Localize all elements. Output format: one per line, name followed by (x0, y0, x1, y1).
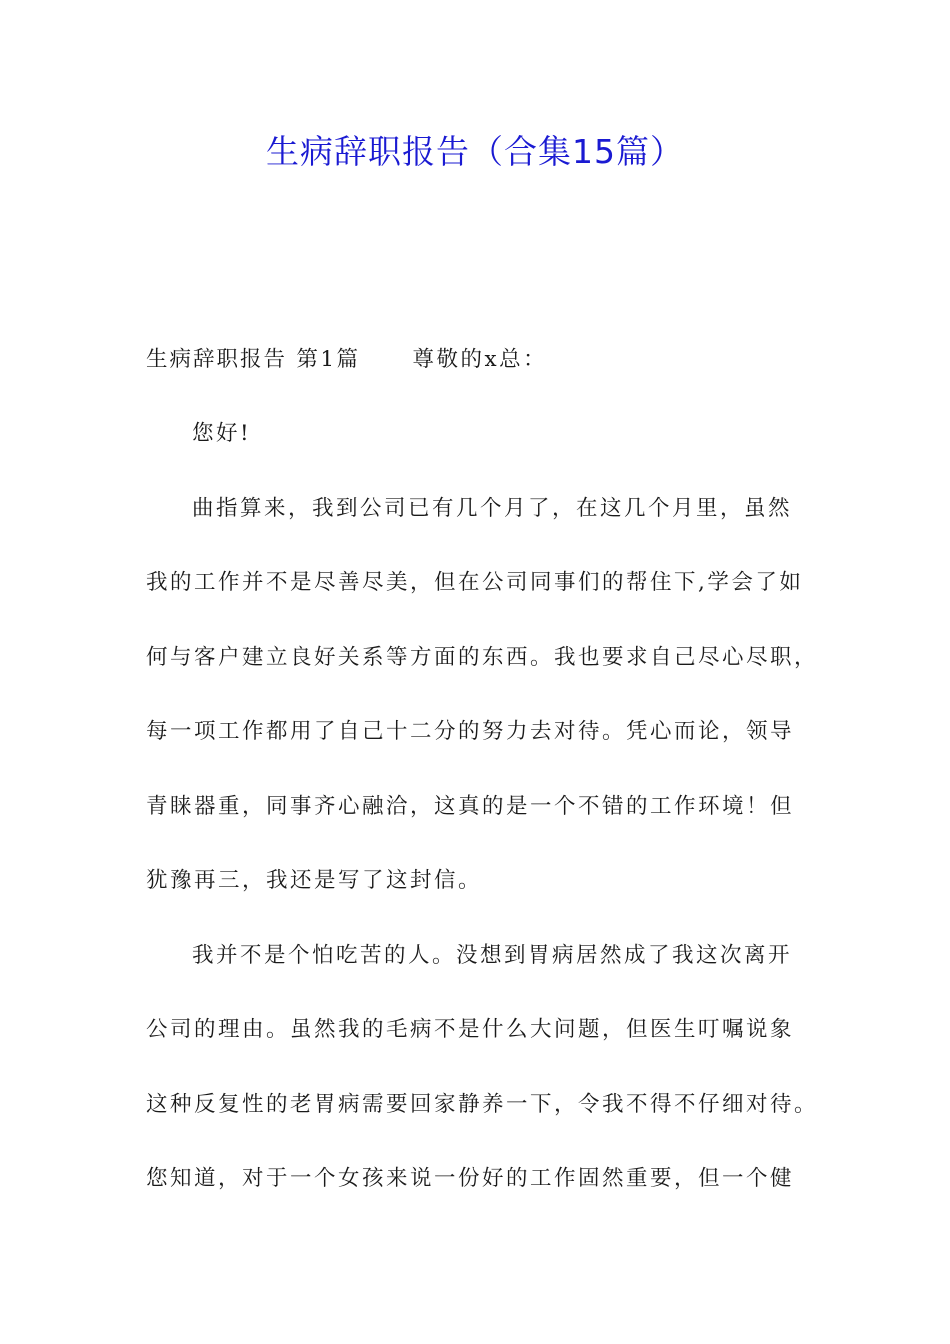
paragraph-line: 犹豫再三，我还是写了这封信。 (146, 868, 483, 893)
paragraph-line: 这种反复性的老胃病需要回家静养一下，令我不得不仔细对待。 (146, 1091, 819, 1117)
paragraph-line: 公司的理由。虽然我的毛病不是什么大问题，但医生叮嘱说象 (146, 1017, 795, 1042)
paragraph-line: 曲指算来，我到公司已有几个月了，在这几个月里，虽然 (192, 495, 793, 521)
paragraph-line: 您知道，对于一个女孩来说一份好的工作固然重要，但一个健 (146, 1166, 795, 1191)
paragraph-line: 每一项工作都用了自己十二分的努力去对待。凭心而论，领导 (146, 719, 795, 744)
section-heading-line (146, 335, 811, 409)
paragraph-line: 青睐器重，同事齐心融洽，这真的是一个不错的工作环境！但 (146, 793, 795, 819)
section-heading-number: 第1篇 (296, 347, 361, 372)
document-body (146, 335, 819, 1229)
section-heading-label: 生病辞职报告 (146, 347, 288, 372)
greeting-line: 您好! (192, 421, 252, 446)
paragraph-line: 我的工作并不是尽善尽美，但在公司同事们的帮住下,学会了如 (146, 570, 804, 595)
document-title: 生病辞职报告（合集15篇） (266, 132, 684, 171)
paragraph-line: 我并不是个怕吃苦的人。没想到胃病居然成了我这次离开 (192, 942, 793, 968)
salutation: 尊敬的x总： (412, 347, 548, 372)
paragraph-line: 何与客户建立良好关系等方面的东西。我也要求自己尽心尽职， (146, 644, 819, 670)
